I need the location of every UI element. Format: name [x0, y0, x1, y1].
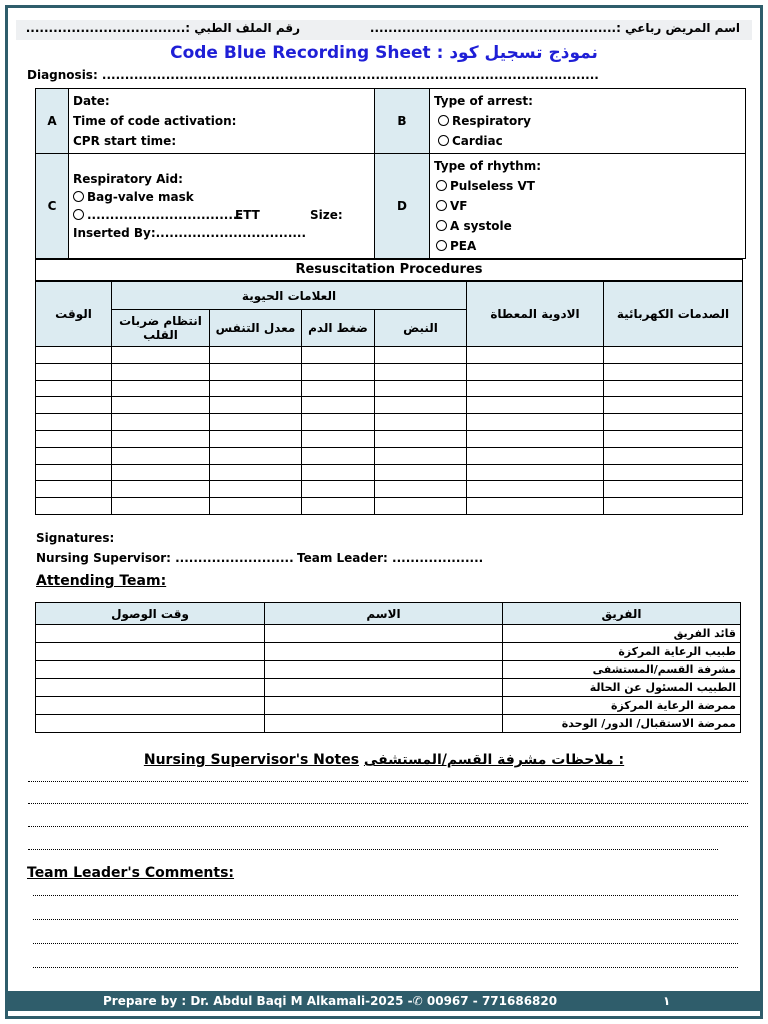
- attending-team-title: Attending Team:: [36, 573, 167, 589]
- table-cell[interactable]: [210, 464, 302, 481]
- table-cell[interactable]: [302, 347, 375, 364]
- radio-circle-icon[interactable]: [436, 220, 447, 231]
- col-resp-rate: معدل التنفس: [210, 310, 302, 347]
- table-cell[interactable]: [36, 347, 112, 364]
- table-cell[interactable]: [375, 397, 467, 414]
- section-d: [430, 154, 746, 259]
- diagnosis-field[interactable]: Diagnosis: .............................................................................................................: [27, 68, 599, 82]
- role-label: قائد الفريق: [503, 625, 741, 643]
- table-row: [36, 430, 743, 447]
- table-row: [36, 347, 743, 364]
- table-row: [36, 643, 741, 661]
- col-rhythm: انتظام ضربات القلب: [112, 310, 210, 347]
- table-row: [36, 363, 743, 380]
- footer-credit: Prepare by : Dr. Abdul Baqi M Alkamali-2025 -✆ 00967 - 771686820: [103, 994, 558, 1008]
- table-cell[interactable]: [467, 380, 604, 397]
- signatures-title: Signatures:: [36, 531, 115, 545]
- table-row: [36, 697, 741, 715]
- section-c: [69, 154, 375, 259]
- table-cell[interactable]: [36, 414, 112, 431]
- col-arrival: وقت الوصول: [36, 603, 265, 625]
- table-cell[interactable]: [112, 347, 210, 364]
- table-cell[interactable]: [467, 498, 604, 515]
- table-cell[interactable]: [375, 464, 467, 481]
- table-cell[interactable]: [375, 498, 467, 515]
- table-cell[interactable]: [302, 397, 375, 414]
- table-cell[interactable]: [112, 414, 210, 431]
- option-pea[interactable]: PEA: [434, 236, 741, 256]
- table-cell[interactable]: [302, 380, 375, 397]
- comments-line[interactable]: [33, 967, 738, 968]
- table-cell[interactable]: [467, 397, 604, 414]
- resuscitation-table: [35, 281, 743, 515]
- table-row: [36, 447, 743, 464]
- comments-line[interactable]: [33, 919, 738, 920]
- col-bp: ضغط الدم: [302, 310, 375, 347]
- respiratory-aid-title: Respiratory Aid:: [73, 172, 183, 186]
- table-cell[interactable]: [467, 447, 604, 464]
- table-cell[interactable]: [112, 363, 210, 380]
- role-label: ممرضة الرعاية المركزة: [503, 697, 741, 715]
- table-cell[interactable]: [375, 380, 467, 397]
- table-cell[interactable]: [210, 363, 302, 380]
- table-cell[interactable]: [210, 498, 302, 515]
- footer-bar: [8, 991, 760, 1011]
- abcd-table: [35, 88, 746, 259]
- table-cell[interactable]: [112, 498, 210, 515]
- table-cell[interactable]: [604, 498, 743, 515]
- table-cell[interactable]: [210, 397, 302, 414]
- table-cell[interactable]: [604, 363, 743, 380]
- table-cell[interactable]: [604, 447, 743, 464]
- role-label: ممرضة الاستقبال/ الدور/ الوحدة: [503, 715, 741, 733]
- table-row: [36, 715, 741, 733]
- table-cell[interactable]: [36, 498, 112, 515]
- arrest-type-title: Type of arrest:: [434, 94, 533, 108]
- page-title: Code Blue Recording Sheet : نموذج تسجيل كود: [170, 43, 598, 63]
- table-cell[interactable]: [36, 464, 112, 481]
- comments-line[interactable]: [33, 943, 738, 944]
- table-cell[interactable]: [375, 414, 467, 431]
- table-row: [36, 397, 743, 414]
- table-cell[interactable]: [112, 481, 210, 498]
- table-row: [36, 679, 741, 697]
- col-team: الفريق: [503, 603, 741, 625]
- team-leader-signature[interactable]: Team Leader: ....................: [297, 551, 484, 565]
- table-cell[interactable]: [36, 430, 112, 447]
- table-cell[interactable]: [604, 414, 743, 431]
- table-cell[interactable]: [375, 347, 467, 364]
- table-cell[interactable]: [604, 430, 743, 447]
- table-cell[interactable]: [36, 363, 112, 380]
- option-bag-valve-mask[interactable]: Bag-valve mask: [73, 188, 370, 206]
- table-cell[interactable]: [210, 414, 302, 431]
- role-label: مشرفة القسم/المستشفى: [503, 661, 741, 679]
- table-cell[interactable]: [604, 397, 743, 414]
- resuscitation-body: [36, 347, 743, 515]
- table-cell[interactable]: [604, 481, 743, 498]
- table-cell[interactable]: [302, 498, 375, 515]
- table-cell[interactable]: [375, 447, 467, 464]
- radio-circle-icon[interactable]: [73, 191, 84, 202]
- table-row: [36, 661, 741, 679]
- table-cell[interactable]: [112, 380, 210, 397]
- table-cell[interactable]: [375, 481, 467, 498]
- radio-circle-icon[interactable]: [436, 200, 447, 211]
- table-cell[interactable]: [112, 447, 210, 464]
- radio-circle-icon[interactable]: [436, 240, 447, 251]
- radio-circle-icon[interactable]: [438, 115, 449, 126]
- option-vf[interactable]: VF: [434, 196, 741, 216]
- notes-line[interactable]: [28, 781, 748, 782]
- notes-line[interactable]: [28, 849, 718, 850]
- table-cell[interactable]: [375, 363, 467, 380]
- col-name: الاسم: [265, 603, 503, 625]
- table-cell[interactable]: [210, 347, 302, 364]
- patient-name-field[interactable]: اسم المريض رباعي :......................................................: [369, 21, 740, 35]
- section-a: [69, 89, 375, 154]
- col-vitals: العلامات الحيوية: [112, 282, 467, 310]
- option-asystole[interactable]: A systole: [434, 216, 741, 236]
- option-ett[interactable]: .................................. ETT Size:: [73, 206, 370, 224]
- size-label: Size:: [310, 208, 343, 222]
- comments-title: Team Leader's Comments:: [27, 865, 235, 881]
- table-cell[interactable]: [210, 447, 302, 464]
- notes-line[interactable]: [28, 803, 748, 804]
- table-cell[interactable]: [467, 363, 604, 380]
- rhythm-type-title: Type of rhythm:: [434, 159, 541, 173]
- comments-line[interactable]: [33, 895, 738, 896]
- table-cell[interactable]: [302, 464, 375, 481]
- table-row: [36, 481, 743, 498]
- option-cardiac[interactable]: Cardiac: [434, 131, 741, 151]
- notes-title-ar: : ملاحظات مشرفة القسم/المستشفى: [363, 752, 625, 768]
- table-cell[interactable]: [302, 430, 375, 447]
- table-cell[interactable]: [604, 464, 743, 481]
- page-number: ١: [663, 994, 671, 1008]
- section-d-label: D: [375, 154, 430, 259]
- table-cell[interactable]: [604, 380, 743, 397]
- col-pulse: النبض: [375, 310, 467, 347]
- table-row: [36, 414, 743, 431]
- notes-line[interactable]: [28, 826, 748, 827]
- section-b: [430, 89, 746, 154]
- notes-title: [16, 752, 752, 768]
- table-cell[interactable]: [36, 397, 112, 414]
- table-cell[interactable]: [112, 397, 210, 414]
- table-cell[interactable]: [467, 464, 604, 481]
- table-cell[interactable]: [302, 447, 375, 464]
- nursing-supervisor-signature[interactable]: Nursing Supervisor: ..........................: [36, 551, 294, 565]
- cpr-start-field[interactable]: CPR start time:: [73, 134, 177, 148]
- table-cell[interactable]: [36, 447, 112, 464]
- radio-circle-icon[interactable]: [438, 135, 449, 146]
- ett-label: ETT: [235, 208, 260, 222]
- table-row: [36, 380, 743, 397]
- radio-circle-icon[interactable]: [436, 180, 447, 191]
- option-pulseless-vt[interactable]: Pulseless VT: [434, 176, 741, 196]
- table-cell[interactable]: [467, 430, 604, 447]
- table-cell[interactable]: [467, 481, 604, 498]
- role-label: طبيب الرعاية المركزة: [503, 643, 741, 661]
- table-cell[interactable]: [210, 430, 302, 447]
- col-meds: الادوية المعطاة: [467, 282, 604, 347]
- table-cell[interactable]: [210, 481, 302, 498]
- table-row: [36, 464, 743, 481]
- table-row: [36, 498, 743, 515]
- table-cell[interactable]: [112, 430, 210, 447]
- table-row: [36, 625, 741, 643]
- attending-team-table: [35, 602, 741, 733]
- resuscitation-title: Resuscitation Procedures: [35, 259, 743, 281]
- date-field[interactable]: Date:: [73, 94, 110, 108]
- table-cell[interactable]: [467, 347, 604, 364]
- table-cell[interactable]: [302, 363, 375, 380]
- table-cell[interactable]: [112, 464, 210, 481]
- inserted-by-field[interactable]: Inserted By:.................................: [73, 226, 307, 240]
- notes-title-en: Nursing Supervisor's Notes: [143, 752, 360, 768]
- col-shocks: الصدمات الكهربائية: [604, 282, 743, 347]
- option-respiratory[interactable]: Respiratory: [434, 111, 741, 131]
- role-label: الطبيب المسئول عن الحالة: [503, 679, 741, 697]
- col-time: الوقت: [36, 282, 112, 347]
- section-c-label: C: [36, 154, 69, 259]
- section-b-label: B: [375, 89, 430, 154]
- table-cell[interactable]: [302, 481, 375, 498]
- table-cell[interactable]: [302, 414, 375, 431]
- table-cell[interactable]: [604, 347, 743, 364]
- table-cell[interactable]: [375, 430, 467, 447]
- section-a-label: A: [36, 89, 69, 154]
- table-cell[interactable]: [467, 414, 604, 431]
- activation-time-field[interactable]: Time of code activation:: [73, 114, 237, 128]
- radio-circle-icon[interactable]: [73, 209, 84, 220]
- file-number-field[interactable]: رقم الملف الطبي :...................................: [25, 21, 300, 35]
- table-cell[interactable]: [36, 380, 112, 397]
- table-cell[interactable]: [210, 380, 302, 397]
- table-cell[interactable]: [36, 481, 112, 498]
